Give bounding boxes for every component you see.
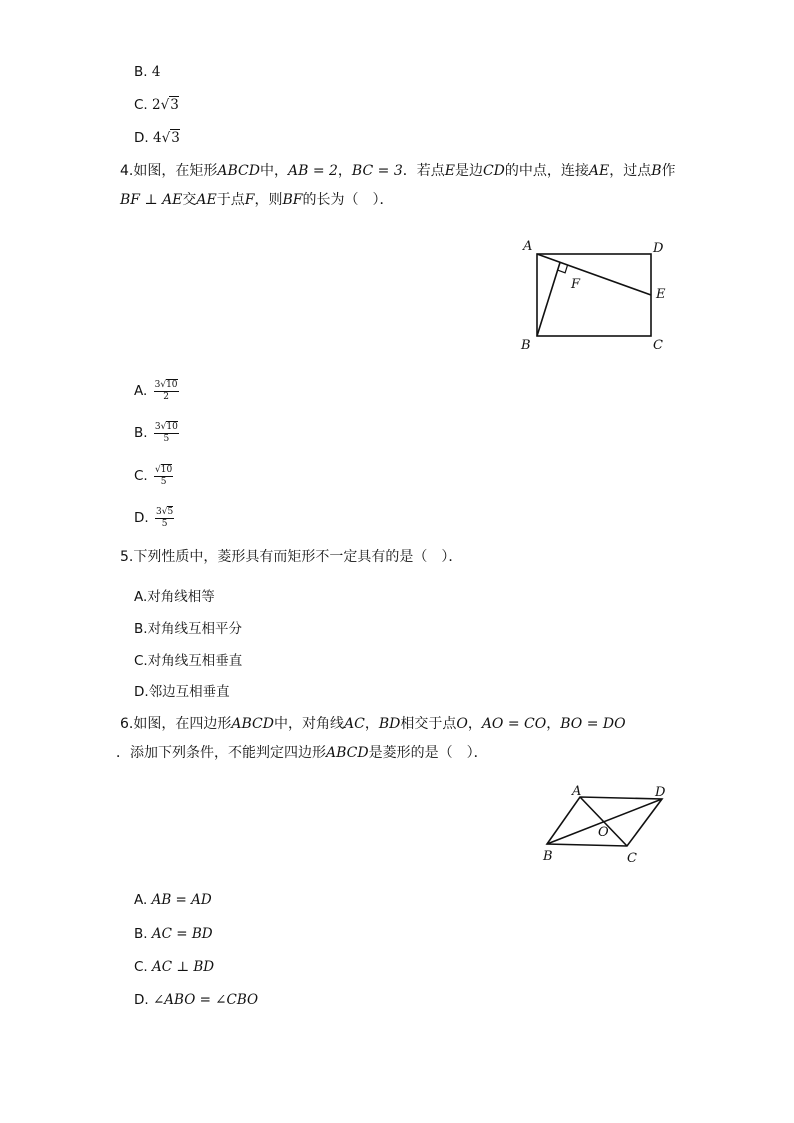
radicand: 10 bbox=[166, 421, 178, 432]
stem-text: 相交于点 bbox=[400, 716, 457, 732]
fraction: $\frac{3√10}{2}$ bbox=[154, 379, 178, 402]
q5-stem bbox=[120, 547, 462, 567]
label-c: C bbox=[653, 338, 663, 353]
coef: 3 bbox=[155, 506, 162, 517]
sqrt-expression: √3 bbox=[161, 130, 180, 146]
coef: 3 bbox=[154, 379, 161, 390]
q6-option-d bbox=[134, 990, 258, 1010]
option-label: A. bbox=[134, 589, 148, 605]
stem-text: ．添加下列条件，不能判定四边形 bbox=[116, 745, 326, 761]
stem-text: 中， bbox=[259, 163, 288, 179]
option-label: D. bbox=[134, 130, 149, 146]
option-expression: AB = AD bbox=[151, 892, 212, 908]
stem-text: .如图，在矩形 bbox=[128, 163, 218, 179]
option-text: 邻边互相垂直 bbox=[148, 684, 230, 700]
math-text: E bbox=[444, 163, 455, 179]
math-text: AE bbox=[588, 163, 610, 179]
option-text: 对角线互相平分 bbox=[147, 621, 243, 637]
radicand: 10 bbox=[166, 379, 178, 390]
option-expression: ∠ABO = ∠CBO bbox=[152, 992, 259, 1008]
denominator: 5 bbox=[160, 476, 167, 487]
label-o: O bbox=[598, 825, 609, 840]
option-label: A. bbox=[134, 892, 148, 908]
math-text: AB = 2 bbox=[287, 163, 338, 179]
q4-option-d bbox=[134, 503, 174, 533]
radicand: 5 bbox=[167, 506, 174, 517]
option-label: B. bbox=[134, 621, 148, 637]
option-label: B. bbox=[134, 926, 148, 942]
q5-option-b bbox=[134, 619, 242, 639]
denominator: 5 bbox=[163, 433, 170, 444]
option-coef: 2 bbox=[152, 97, 161, 113]
label-d: D bbox=[653, 241, 664, 256]
label-b: B bbox=[521, 338, 531, 353]
segment-ae bbox=[537, 254, 651, 295]
q6-stem-line1 bbox=[120, 714, 626, 734]
q5-option-d bbox=[134, 682, 230, 702]
math-text: AE bbox=[196, 192, 217, 208]
q4-rectangle-figure bbox=[515, 236, 675, 356]
stem-text: 作 bbox=[661, 163, 676, 179]
q6-option-c bbox=[134, 957, 214, 977]
stem-text: ．若点 bbox=[402, 163, 445, 179]
radicand: 10 bbox=[160, 464, 173, 475]
option-label: D. bbox=[134, 684, 149, 700]
option-coef: 4 bbox=[152, 130, 162, 146]
question-number: 4 bbox=[120, 163, 129, 179]
stem-text: .下列性质中，菱形具有而矩形不一定具有的是（ ）． bbox=[128, 549, 463, 565]
option-label: C. bbox=[134, 97, 148, 113]
rectangle-abcd bbox=[537, 254, 651, 336]
segment-bf bbox=[537, 263, 560, 337]
q6-stem-line2 bbox=[116, 743, 488, 763]
q4-option-b bbox=[134, 418, 179, 448]
option-label: B. bbox=[134, 64, 148, 80]
option-label: A. bbox=[134, 383, 148, 399]
option-label: C. bbox=[134, 653, 148, 669]
stem-text: ， bbox=[467, 716, 482, 732]
q4-stem-line2 bbox=[120, 190, 393, 210]
math-text: AO = CO bbox=[481, 716, 547, 732]
math-text: ABCD bbox=[231, 716, 274, 732]
stem-text: 交 bbox=[182, 192, 197, 208]
stem-text: 中，对角线 bbox=[273, 716, 344, 732]
stem-text: 是菱形的是（ ）． bbox=[368, 745, 488, 761]
math-text: CD bbox=[482, 163, 505, 179]
question-number: 6 bbox=[120, 716, 129, 732]
q3-option-c bbox=[134, 95, 179, 115]
radicand: 3 bbox=[171, 130, 180, 146]
label-b: B bbox=[543, 849, 553, 864]
coef: 3 bbox=[154, 421, 161, 432]
sqrt-expression: √3 bbox=[160, 97, 179, 113]
q6-option-b bbox=[134, 924, 213, 944]
q4-stem-line1 bbox=[120, 161, 676, 181]
denominator: 5 bbox=[161, 518, 168, 529]
q6-option-a bbox=[134, 890, 212, 910]
option-label: C. bbox=[134, 468, 148, 484]
math-text: BF ⊥ AE bbox=[120, 192, 183, 208]
label-f: F bbox=[571, 277, 581, 292]
option-expression: AC ⊥ BD bbox=[152, 959, 215, 975]
stem-text: 的中点，连接 bbox=[504, 163, 589, 179]
stem-text: .如图，在四边形 bbox=[128, 716, 232, 732]
option-text: 对角线相等 bbox=[147, 589, 215, 605]
q4-option-a bbox=[134, 376, 179, 406]
math-text: BD bbox=[378, 716, 401, 732]
q6-parallelogram-figure bbox=[535, 780, 675, 870]
math-text: ABCD bbox=[326, 745, 369, 761]
math-text: BF bbox=[282, 192, 303, 208]
q5-option-a bbox=[134, 587, 215, 607]
q3-option-d bbox=[134, 128, 180, 148]
stem-text: ， bbox=[546, 716, 561, 732]
radicand: 3 bbox=[170, 97, 179, 113]
option-label: B. bbox=[134, 425, 148, 441]
option-label: D. bbox=[134, 992, 149, 1008]
math-text: AC bbox=[343, 716, 365, 732]
q3-option-b bbox=[134, 62, 160, 82]
option-value: 4 bbox=[151, 64, 161, 80]
stem-text: ，则 bbox=[254, 192, 283, 208]
label-d: D bbox=[655, 785, 666, 800]
fraction: $\frac{3√5}{5}$ bbox=[155, 506, 174, 529]
fraction: $\frac{√10}{5}$ bbox=[155, 464, 173, 487]
q4-option-c bbox=[134, 461, 173, 491]
math-text: BO = DO bbox=[560, 716, 626, 732]
fraction: $\frac{3√10}{5}$ bbox=[154, 421, 178, 444]
math-text: B bbox=[651, 163, 662, 179]
q5-option-c bbox=[134, 651, 242, 671]
math-text: ABCD bbox=[217, 163, 260, 179]
label-e: E bbox=[656, 287, 666, 302]
question-number: 5 bbox=[120, 549, 129, 565]
stem-text: ，过点 bbox=[609, 163, 652, 179]
stem-text: 的长为（ ）． bbox=[302, 192, 394, 208]
label-a: A bbox=[523, 239, 533, 254]
stem-text: ， bbox=[364, 716, 379, 732]
stem-text: 是边 bbox=[454, 163, 483, 179]
option-expression: AC = BD bbox=[151, 926, 213, 942]
stem-text: ， bbox=[337, 163, 352, 179]
denominator: 2 bbox=[163, 391, 169, 402]
stem-text: 于点 bbox=[216, 192, 245, 208]
math-text: BC = 3 bbox=[351, 163, 403, 179]
label-c: C bbox=[627, 851, 637, 866]
option-label: D. bbox=[134, 510, 149, 526]
option-text: 对角线互相垂直 bbox=[147, 653, 243, 669]
math-text: O bbox=[456, 716, 468, 732]
label-a: A bbox=[572, 784, 582, 799]
math-text: F bbox=[244, 192, 255, 208]
option-label: C. bbox=[134, 959, 148, 975]
